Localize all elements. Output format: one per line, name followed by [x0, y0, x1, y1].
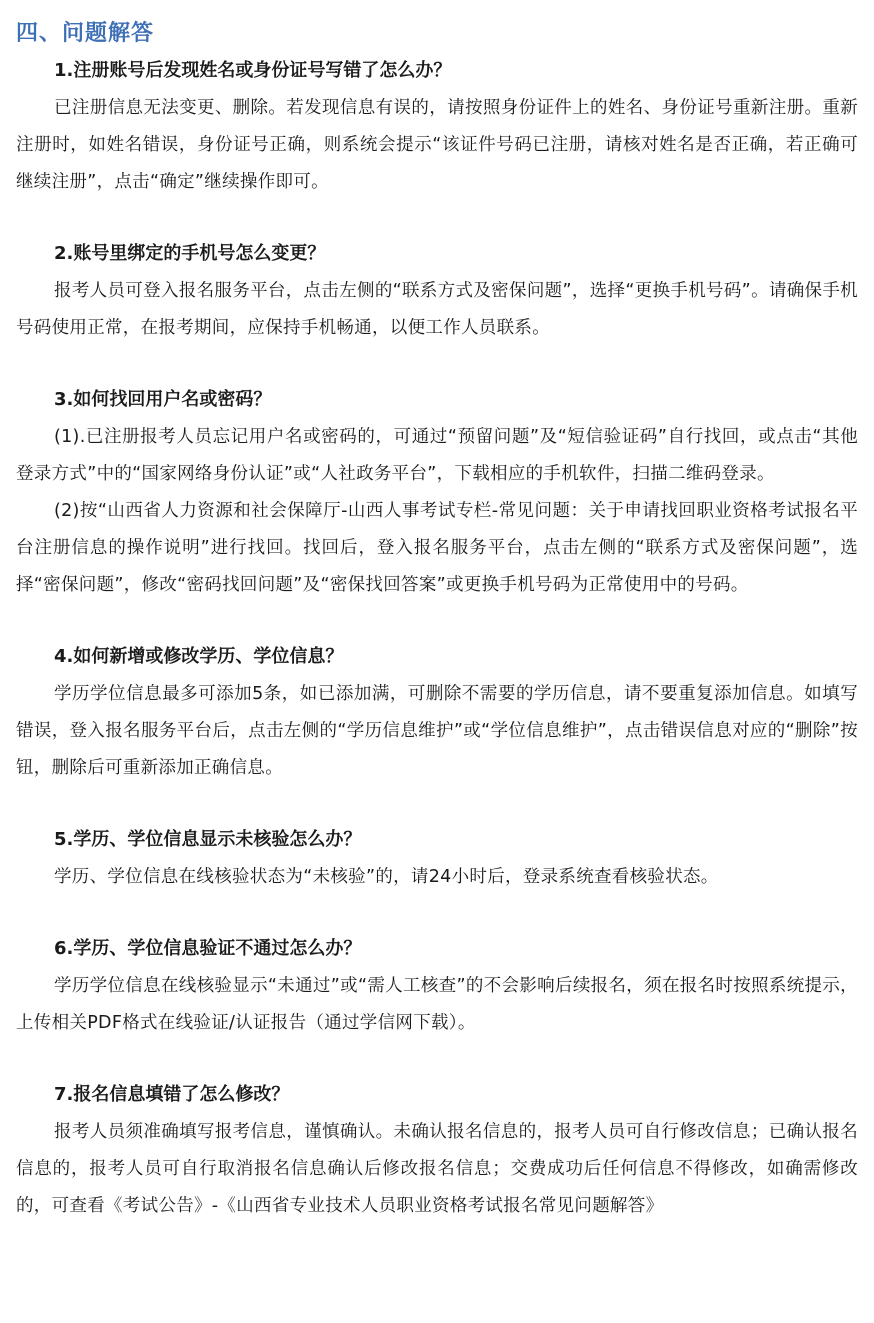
faq-answer: (2)按“山西省人力资源和社会保障厅-山西人事考试专栏-常见问题：关于申请找回职业资格考试报名平台注册信息的操作说明”进行找回。找回后，登入报名服务平台，点击左侧的“联系方式及密保问题”，选择“密保问题”，修改“密码找回问题”及“密保找回答案”或更换手机号码为正常使用中的号码。	[16, 501, 858, 595]
faq-item-1	[16, 56, 858, 201]
faq-item-6	[16, 934, 858, 1042]
faq-item-4	[16, 642, 858, 787]
faq-question: 6.学历、学位信息验证不通过怎么办？	[54, 938, 362, 959]
section-title: 四、问题解答	[16, 21, 155, 46]
faq-answer: 学历、学位信息在线核验状态为“未核验”的，请24小时后，登录系统查看核验状态。	[54, 867, 719, 887]
faq-answer: (1).已注册报考人员忘记用户名或密码的，可通过“预留问题”及“短信验证码”自行找回，或点击“其他登录方式”中的“国家网络身份认证”或“人社政务平台”，下载相应的手机软件，扫描二维码登录。	[16, 427, 858, 484]
faq-question: 1.注册账号后发现姓名或身份证号写错了怎么办？	[54, 60, 452, 81]
faq-question: 5.学历、学位信息显示未核验怎么办？	[54, 829, 362, 850]
faq-item-5	[16, 825, 858, 896]
faq-item-7	[16, 1080, 858, 1225]
faq-answer: 报考人员须准确填写报考信息，谨慎确认。未确认报名信息的，报考人员可自行修改信息；已确认报名信息的，报考人员可自行取消报名信息确认后修改报名信息；交费成功后任何信息不得修改，如确需修改的，可查看《考试公告》-《山西省专业技术人员职业资格考试报名常见问题解答》	[16, 1122, 858, 1216]
faq-question: 7.报名信息填错了怎么修改？	[54, 1084, 290, 1105]
faq-item-2	[16, 239, 858, 347]
faq-question: 2.账号里绑定的手机号怎么变更？	[54, 243, 326, 264]
faq-question: 3.如何找回用户名或密码？	[54, 389, 272, 410]
faq-answer: 报考人员可登入报名服务平台，点击左侧的“联系方式及密保问题”，选择“更换手机号码”。请确保手机号码使用正常，在报考期间，应保持手机畅通，以便工作人员联系。	[16, 281, 858, 338]
faq-question: 4.如何新增或修改学历、学位信息？	[54, 646, 344, 667]
faq-answer: 学历学位信息在线核验显示“未通过”或“需人工核查”的不会影响后续报名，须在报名时按照系统提示，上传相关PDF格式在线验证/认证报告（通过学信网下载）。	[16, 976, 858, 1033]
faq-item-3	[16, 385, 858, 604]
faq-answer: 已注册信息无法变更、删除。若发现信息有误的，请按照身份证件上的姓名、身份证号重新注册。重新注册时，如姓名错误，身份证号正确，则系统会提示“该证件号码已注册，请核对姓名是否正确，若正确可继续注册”，点击“确定”继续操作即可。	[16, 98, 858, 192]
faq-answer: 学历学位信息最多可添加5条，如已添加满，可删除不需要的学历信息，请不要重复添加信息。如填写错误，登入报名服务平台后，点击左侧的“学历信息维护”或“学位信息维护”，点击错误信息对应的“删除”按钮，删除后可重新添加正确信息。	[16, 684, 858, 778]
